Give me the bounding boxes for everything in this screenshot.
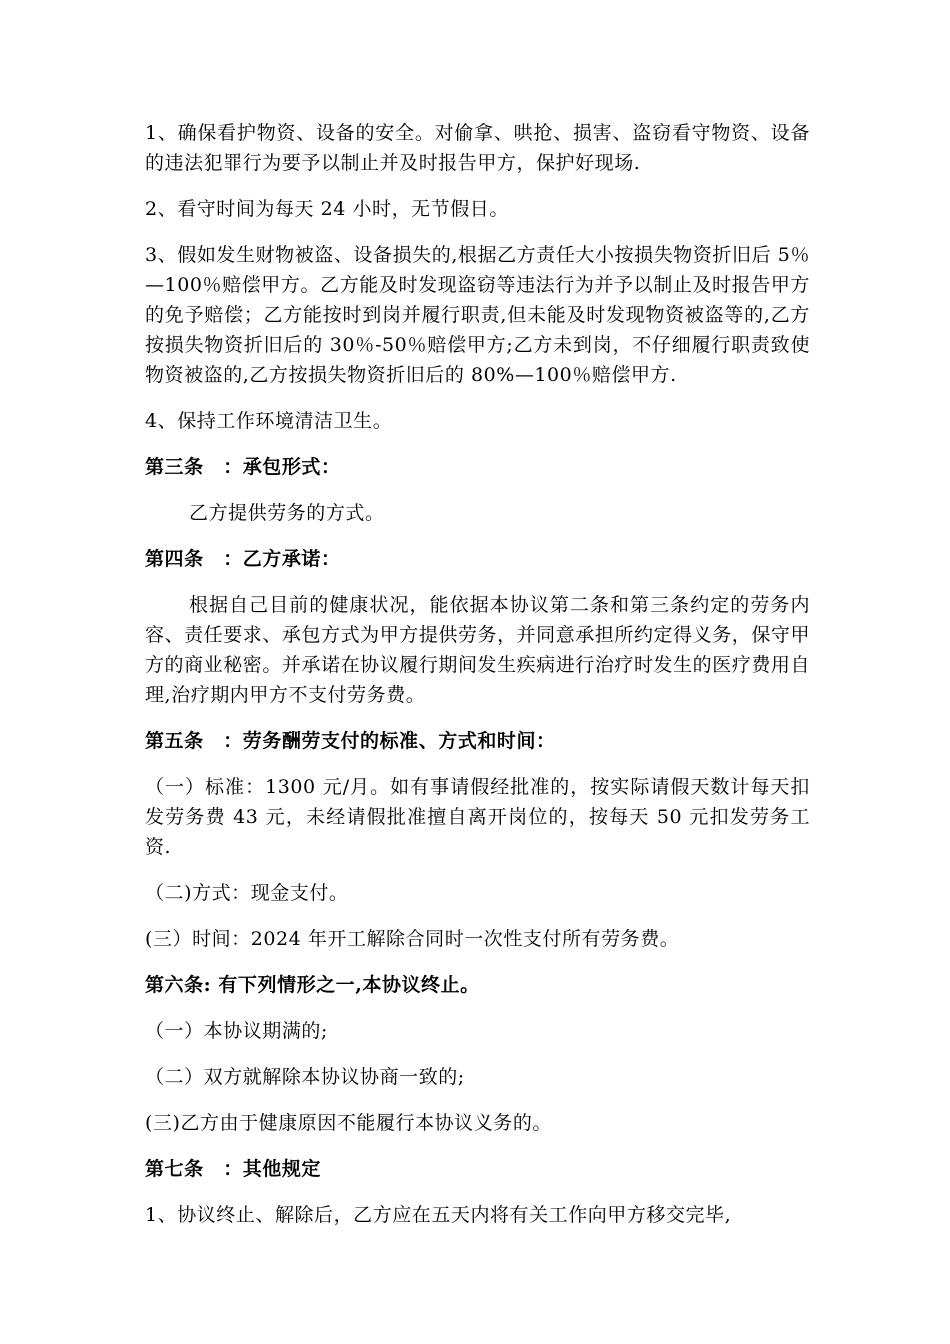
payment-method: （二)方式：现金支付。: [145, 882, 349, 904]
article-7-heading: 第七条 ：其他规定: [145, 1158, 321, 1180]
payment-time: (三）时间：2024 年开工解除合同时一次性支付所有劳务费。: [145, 928, 680, 950]
article-3-heading: 第三条 ：承包形式：: [145, 456, 341, 478]
article-4-body: 根据自己目前的健康状况，能依据本协议第二条和第三条约定的劳务内容、责任要求、承包方式为甲方提供劳务，并同意承担所约定得义务，保守甲方的商业秘密。并承诺在协议履行期间发生疾病进行治疗时发生的医疗费用自理,治疗期内甲方不支付劳务费。: [145, 594, 810, 706]
article-6-heading: 第六条: 有下列情形之一,本协议终止。: [145, 974, 480, 996]
article-3-body: 乙方提供劳务的方式。: [189, 502, 385, 524]
duty-item-1: 1、确保看护物资、设备的安全。对偷拿、哄抢、损害、盗窃看守物资、设备的违法犯罪行为要予以制止并及时报告甲方，保护好现场.: [145, 122, 810, 174]
termination-case-2: （二）双方就解除本协议协商一致的;: [145, 1066, 465, 1088]
duty-item-3: 3、假如发生财物被盗、设备损失的,根据乙方责任大小按损失物资折旧后 5％—100％赔偿甲方。乙方能及时发现盗窃等违法行为并予以制止及时报告甲方的免予赔偿；乙方能按时到岗并履行职责,但未能及时发现物资被盗等的,乙方按损失物资折旧后的 30％-50％赔偿甲方;乙方未到岗，不仔细履行职责致使物资被盗的,乙方按损失物资折旧后的 80%—100％赔偿甲方.: [145, 244, 810, 386]
article-4-heading: 第四条 ：乙方承诺：: [145, 548, 341, 570]
payment-standard: （一）标准：1300 元/月。如有事请假经批准的，按实际请假天数计每天扣发劳务费 43 元，未经请假批准擅自离开岗位的，按每天 50 元扣发劳务工资.: [145, 776, 810, 858]
other-provision-1: 1、协议终止、解除后，乙方应在五天内将有关工作向甲方移交完毕,: [145, 1204, 732, 1226]
duty-item-4: 4、保持工作环境清洁卫生。: [145, 410, 393, 432]
termination-case-1: （一）本协议期满的;: [145, 1020, 328, 1042]
document-page: [145, 118, 810, 1246]
termination-case-3: (三)乙方由于健康原因不能履行本协议义务的。: [145, 1112, 552, 1134]
duty-item-2: 2、看守时间为每天 24 小时，无节假日。: [145, 198, 509, 220]
article-5-heading: 第五条 ：劳务酬劳支付的标准、方式和时间：: [145, 730, 556, 752]
